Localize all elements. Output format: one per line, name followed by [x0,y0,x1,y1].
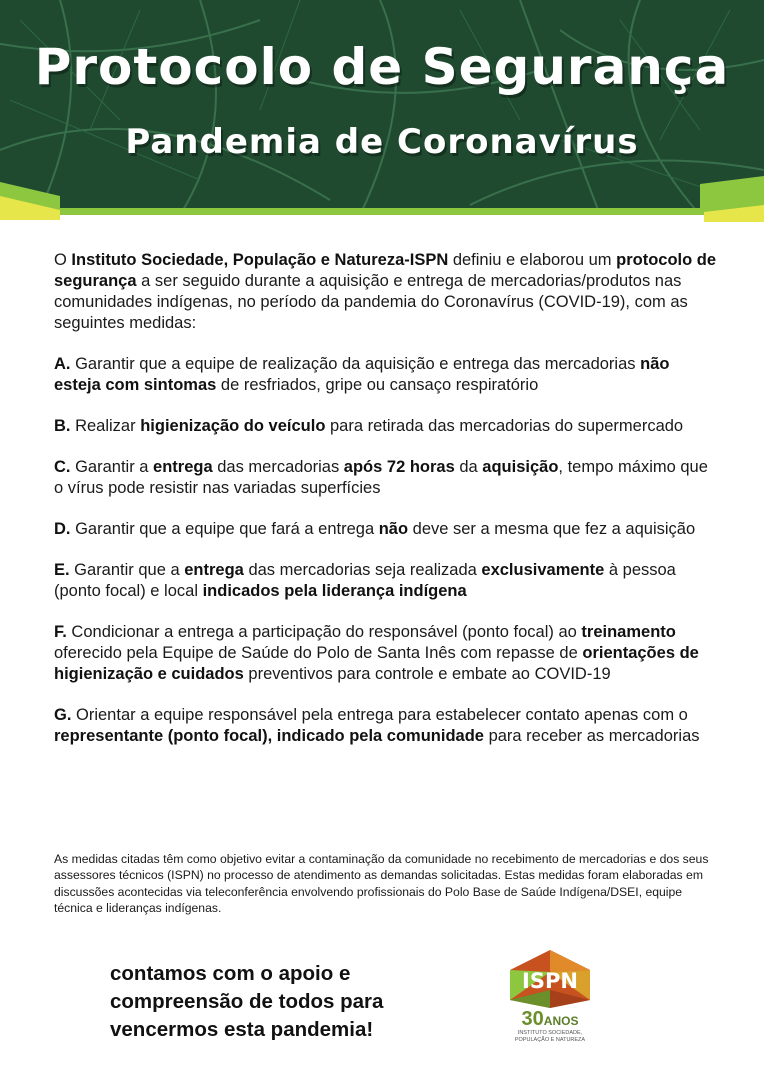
footnote: As medidas citadas têm como objetivo evitar a contaminação da comunidade no recebimento de mercadorias e dos seus assessores técnicos (ISPN) no processo de atendimento as demandas solicitadas. Estas medidas foram elaboradas em discussões acontecidas via teleconferência envolvendo profissionais do Polo Base de Saúde Indígena/DSEI, equipe técnica e lideranças indígenas. [54,852,709,915]
measure-e: E. Garantir que a entrega das mercadorias seja realizada exclusivamente à pessoa (ponto focal) e local indicados pela liderança indígena [54,561,676,600]
logo-years: 30ANOS [521,1008,579,1030]
measure-d: D. Garantir que a equipe que fará a entrega não deve ser a mesma que fez a aquisição [54,520,696,538]
logo-name: ISPN [522,969,578,993]
closing-line-2: compreensão de todos para [110,990,384,1013]
ispn-logo-mark [505,950,595,1010]
protocol-body [54,250,719,767]
closing-line-1: contamos com o apoio e [110,962,351,985]
measure-c: C. Garantir a entrega das mercadorias após 72 horas da aquisição, tempo máximo que o vírus pode resistir nas variadas superfícies [54,458,708,497]
page-subtitle: Pandemia de Coronavírus [125,122,639,162]
intro-paragraph: O Instituto Sociedade, População e Natureza-ISPN definiu e elaborou um protocolo de segurança a ser seguido durante a aquisição e entrega de mercadorias/produtos nas comunidades indígenas, no período da pandemia do Coronavírus (COVID-19), com as seguintes medidas: [54,251,717,332]
header-banner [0,0,764,235]
closing-line-3: vencermos esta pandemia! [110,1018,374,1041]
measure-f: F. Condicionar a entrega a participação do responsável (ponto focal) ao treinamento oferecido pela Equipe de Saúde do Polo de Santa Inês com repasse de orientações de higienização e cuidados preventivos para controle e embate ao COVID-19 [54,623,699,683]
measure-b: B. Realizar higienização do veículo para retirada das mercadorias do supermercado [54,417,684,435]
leaf-background [0,0,764,235]
ispn-logo [505,950,595,1043]
measure-a: A. Garantir que a equipe de realização da aquisição e entrega das mercadorias não esteja com sintomas de resfriados, gripe ou cansaço respiratório [54,355,670,394]
closing-message [110,960,450,1044]
measure-g: G. Orientar a equipe responsável pela entrega para estabelecer contato apenas com o representante (ponto focal), indicado pela comunidade para receber as mercadorias [54,706,700,745]
page-title: Protocolo de Segurança [34,38,730,96]
logo-tagline: INSTITUTO SOCIEDADE, POPULAÇÃO E NATUREZA [514,1030,586,1043]
